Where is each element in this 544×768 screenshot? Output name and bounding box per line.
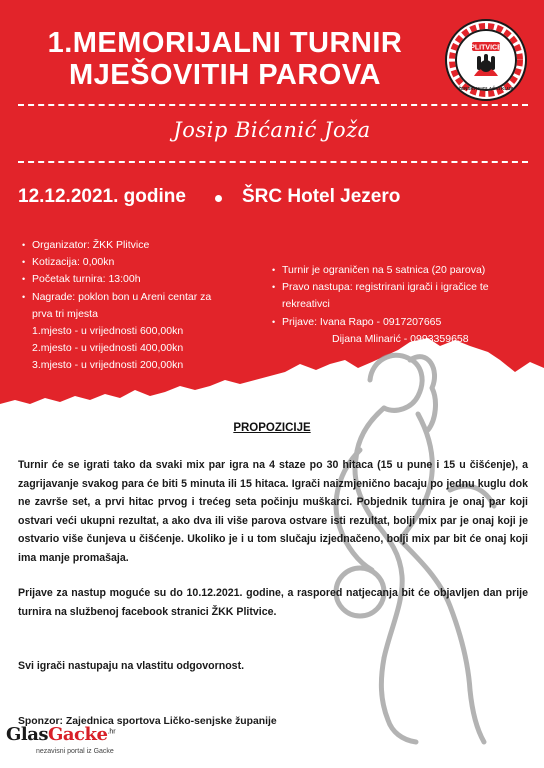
watermark-part2: Gacke: [48, 724, 108, 745]
watermark-tld: .hr: [107, 728, 116, 736]
logo-top-text: PLITVICE: [470, 44, 502, 52]
event-date: 12.12.2021. godine: [18, 186, 186, 207]
honoree-name: Josip Bićanić Joža: [173, 118, 371, 142]
info-item: • Pravo nastupa: registrirani igrači i igračice te: [272, 281, 489, 294]
event-venue: ŠRC Hotel Jezero: [242, 186, 401, 207]
club-logo: [444, 18, 528, 102]
glasgacke-watermark: [6, 724, 116, 755]
info-item: • Početak turnira: 13:00h: [22, 273, 141, 286]
info-item: rekreativci: [282, 298, 330, 311]
info-item: 1.mjesto - u vrijednosti 600,00kn: [32, 325, 184, 338]
info-list-right: [272, 262, 532, 348]
info-item: Dijana Mlinarić - 0993359658: [332, 332, 469, 345]
info-item: • Kotizacija: 0,00kn: [22, 256, 115, 269]
info-item: • Prijave: Ivana Rapo - 0917207665: [272, 315, 442, 328]
separator-dot: [215, 195, 222, 202]
title-line-2: MJEŠOVITIH PAROVA: [69, 59, 381, 91]
watermark-part1: Glas: [6, 724, 49, 745]
info-item: • Nagrade: poklon bon u Areni centar za: [22, 290, 212, 303]
title-line-1: 1.MEMORIJALNI TURNIR: [47, 27, 403, 59]
paragraph-registration: Prijave za nastup moguće su do 10.12.2021. godine, a raspored natjecanja bit će objavljen dan prije turnira na službenoj facebook stranici ŽKK Plitvice.: [18, 587, 528, 618]
logo-ring-text: ŽENSKI KUGLAČKI KLUB: [458, 86, 514, 91]
divider-bottom: [18, 161, 528, 163]
info-item: • Organizator: ŽKK Plitvice: [22, 239, 150, 251]
divider-top: [18, 104, 528, 106]
paragraph-rules: Turnir će se igrati tako da svaki mix par igra na 4 staze po 30 hitaca (15 u pune i 15 u čišćenje), a zagrijavanje svakog para će biti 5 minuta ili 15 hitaca. Igrači naizmjenično bacaju po jednu kuglu dok ne završe set, a prvi hitac prvog i trećeg seta počinju muškarci. Pobjednik turnira je onaj par koji ostvari veći ukupni rezultat, a ako dva ili više parova ostvare isti rezultat, bolji mix par je onaj koji je ostvario više čunjeva u čišćenje. Ukoliko je i u tom slučaju izjednačeno, bolji mix par bit će onaj koji ima manje promašaja.: [18, 459, 528, 564]
propozicije-heading: PROPOZICIJE: [233, 422, 311, 434]
info-item: • Turnir je ograničen na 5 satnica (20 parova): [272, 264, 486, 276]
info-item: prva tri mjesta: [32, 307, 98, 320]
sponsor-line: Sponzor: Zajednica sportova Ličko-senjske županije: [18, 716, 277, 727]
info-item: 2.mjesto - u vrijednosti 400,00kn: [32, 342, 184, 355]
info-item: 3.mjesto - u vrijednosti 200,00kn: [32, 359, 184, 372]
info-list-left: [22, 237, 262, 375]
watermark-tagline: nezavisni portal iz Gacke: [36, 748, 114, 755]
paragraph-responsibility: Svi igrači nastupaju na vlastitu odgovornost.: [18, 660, 245, 672]
